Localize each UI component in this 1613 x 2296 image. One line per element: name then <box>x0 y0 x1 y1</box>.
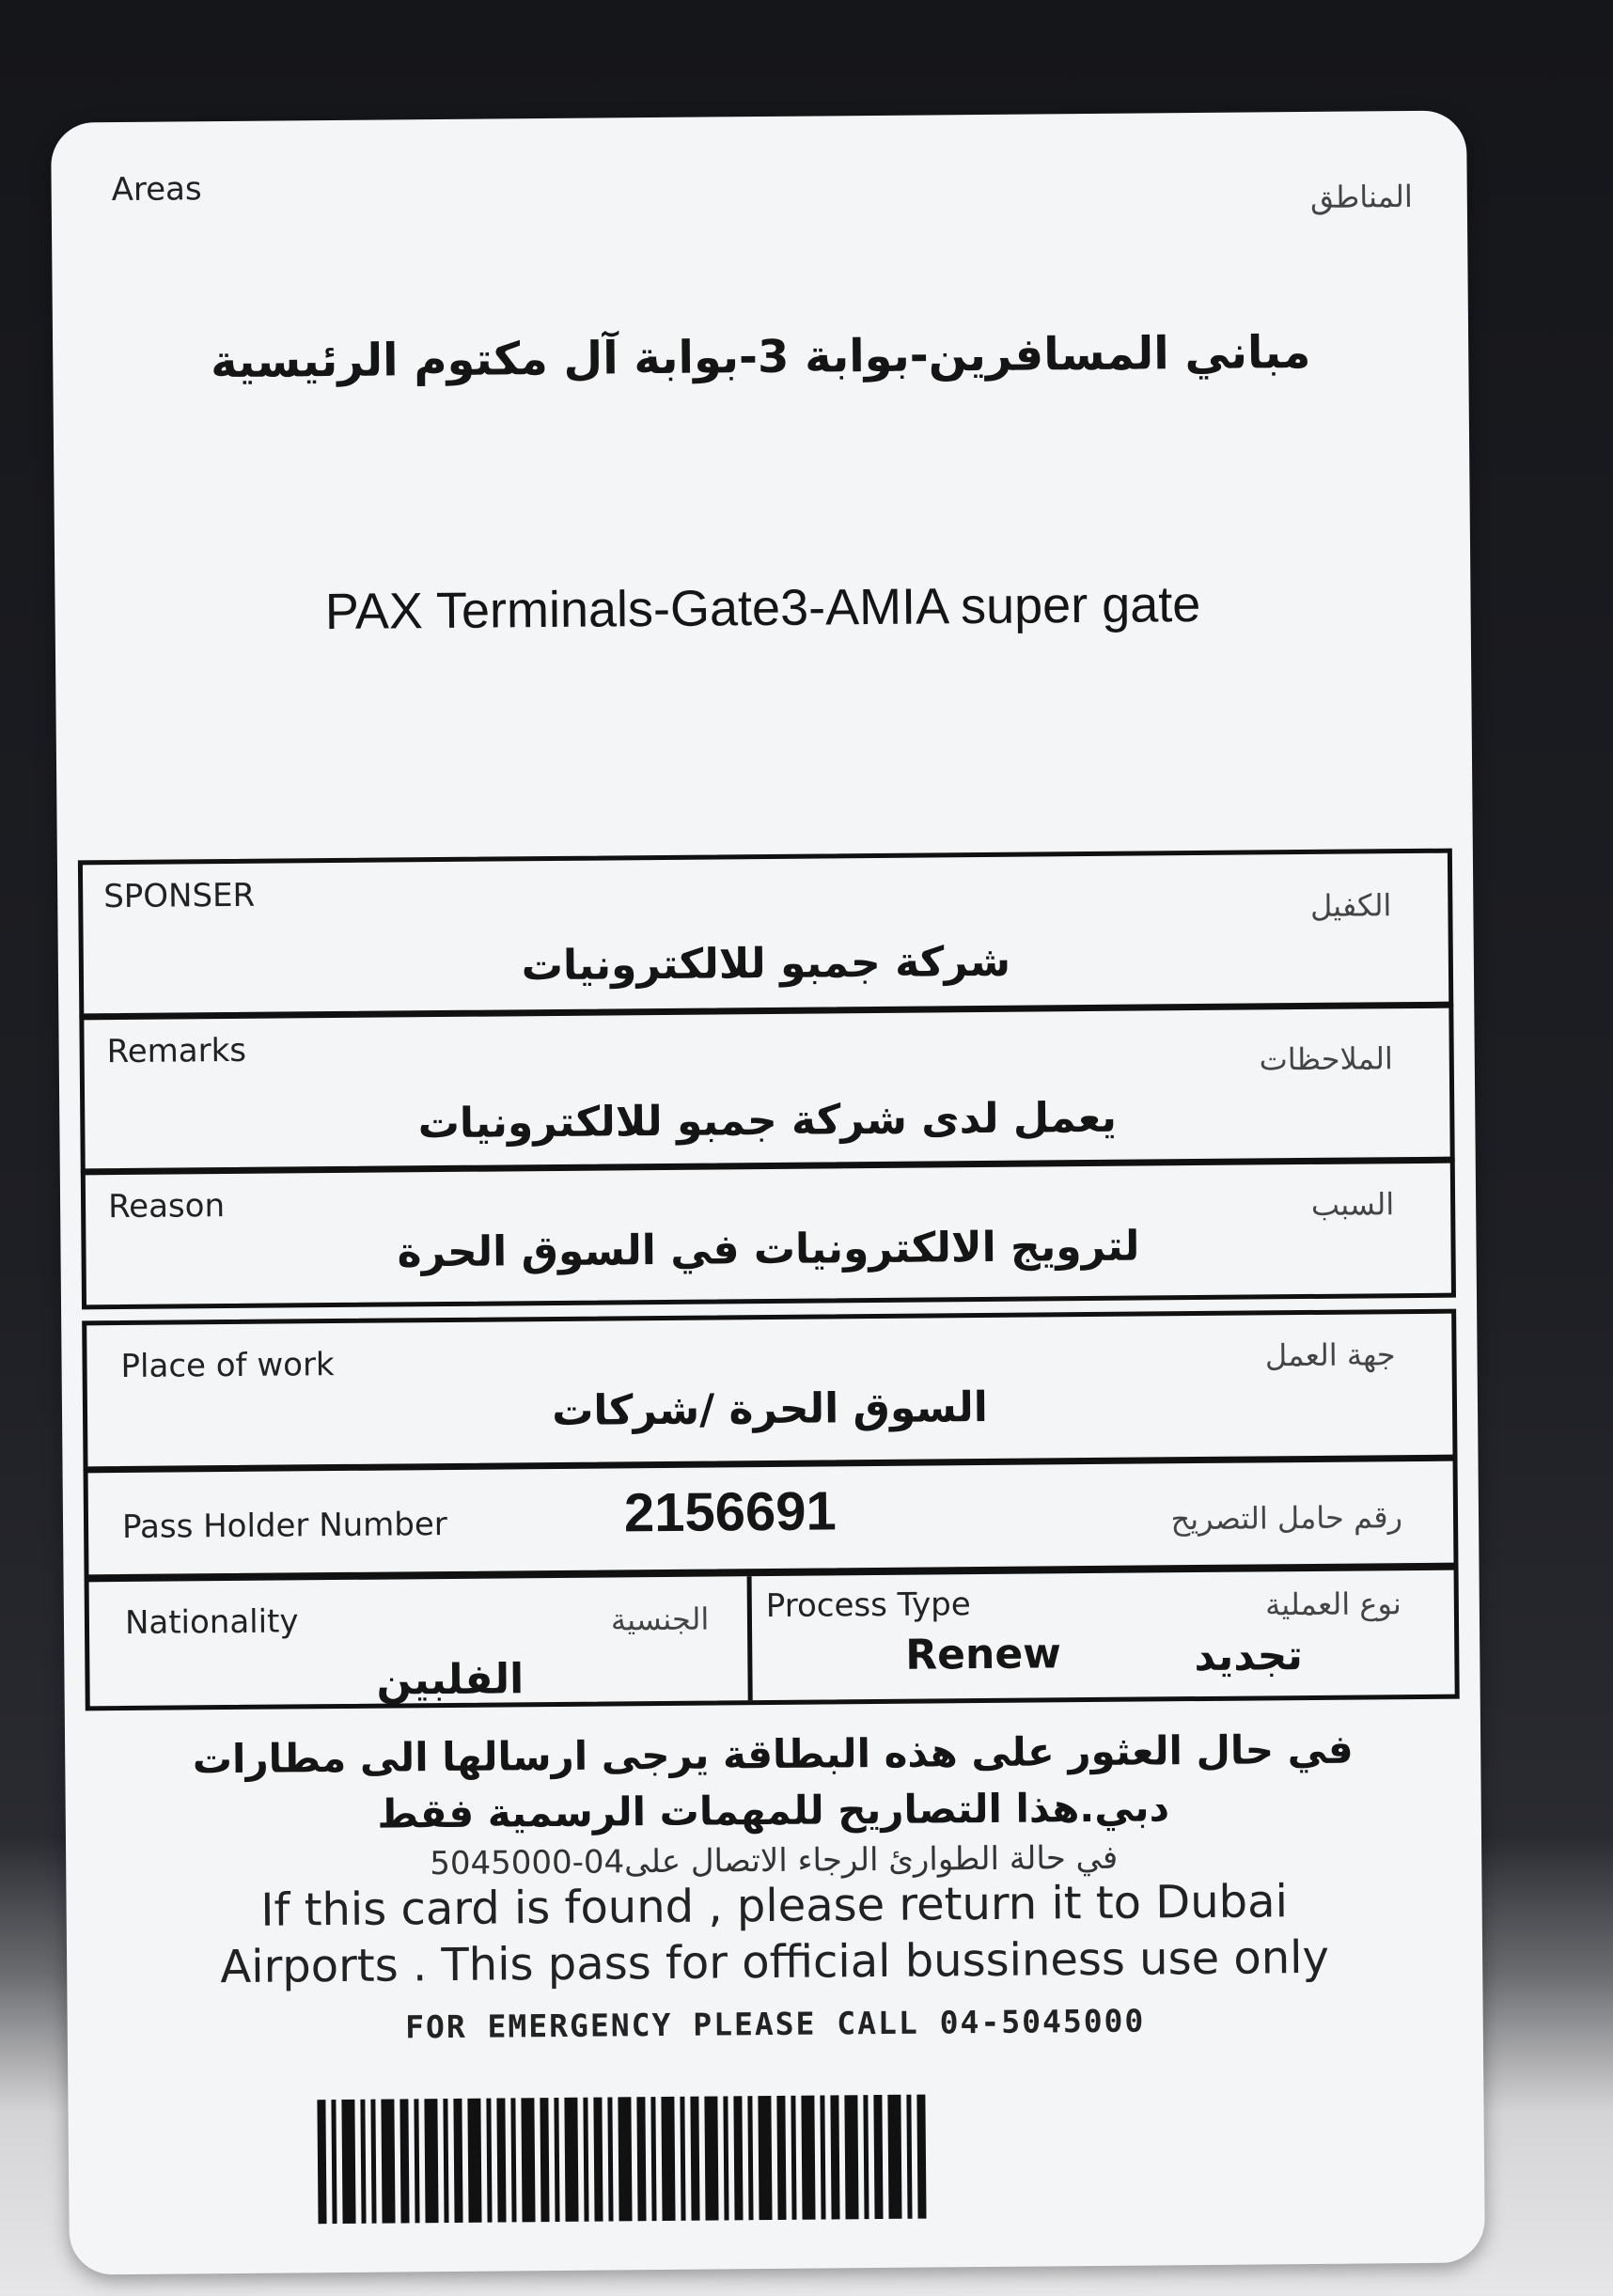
reason-value: لترويج الالكترونيات في السوق الحرة <box>397 1222 1140 1277</box>
areas-value-arabic: مباني المسافرين-بوابة 3-بوابة آل مكتوم الرئيسية <box>210 325 1311 389</box>
pass-holder-number: 2156691 <box>623 1480 838 1544</box>
nationality-label: Nationality <box>124 1602 299 1642</box>
notice-english-line2: Airports . This pass for official bussiness use only <box>220 1930 1330 1994</box>
pass-holder-label-arabic: رقم حامل التصريح <box>1170 1499 1403 1538</box>
nationality-value: الفلبين <box>376 1655 525 1705</box>
process-type-label: Process Type <box>765 1585 971 1626</box>
remarks-row <box>79 1004 1454 1174</box>
areas-value-english: PAX Terminals-Gate3-AMIA super gate <box>324 575 1201 641</box>
pass-holder-row <box>84 1457 1459 1580</box>
reason-row <box>81 1159 1456 1310</box>
remarks-value: يعمل لدى شركة جمبو للالكترونيات <box>417 1093 1118 1148</box>
pass-holder-label: Pass Holder Number <box>121 1505 447 1547</box>
sponsor-value: شركة جمبو للالكترونيات <box>521 937 1011 991</box>
notice-arabic-line3: في حالة الطوارئ الرجاء الاتصال على04-5045000 <box>430 1838 1119 1883</box>
notice-arabic-line1: في حال العثور على هذه البطاقة يرجى ارسالها الى مطارات <box>192 1726 1354 1783</box>
remarks-label-arabic: الملاحظات <box>1259 1040 1393 1078</box>
sponsor-label: SPONSER <box>103 876 256 916</box>
areas-label-arabic: المناطق <box>1309 178 1413 215</box>
remarks-label: Remarks <box>106 1031 247 1071</box>
nationality-process-row <box>85 1566 1460 1711</box>
place-of-work-label: Place of work <box>120 1346 335 1386</box>
place-of-work-value: السوق الحرة /شركات <box>551 1382 989 1436</box>
process-type-value: Renew <box>905 1630 1062 1679</box>
sponsor-label-arabic: الكفيل <box>1309 887 1392 924</box>
process-type-value-arabic: تجديد <box>1194 1632 1304 1681</box>
reason-label-arabic: السبب <box>1310 1186 1395 1223</box>
sponsor-row <box>78 849 1453 1019</box>
place-of-work-label-arabic: جهة العمل <box>1264 1336 1396 1374</box>
process-type-label-arabic: نوع العملية <box>1264 1585 1402 1623</box>
nationality-label-arabic: الجنسية <box>610 1601 710 1638</box>
place-of-work-row <box>82 1309 1457 1472</box>
barcode <box>317 2095 932 2225</box>
reason-label: Reason <box>107 1187 226 1226</box>
row-divider <box>747 1576 753 1700</box>
emergency-line: FOR EMERGENCY PLEASE CALL 04-5045000 <box>404 2002 1146 2046</box>
notice-arabic-line2: دبي.هذا التصاريح للمهمات الرسمية فقط <box>377 1784 1170 1837</box>
notice-english-line1: If this card is found , please return it to Dubai <box>260 1875 1289 1937</box>
access-pass-card <box>51 110 1485 2274</box>
areas-label: Areas <box>111 170 202 210</box>
